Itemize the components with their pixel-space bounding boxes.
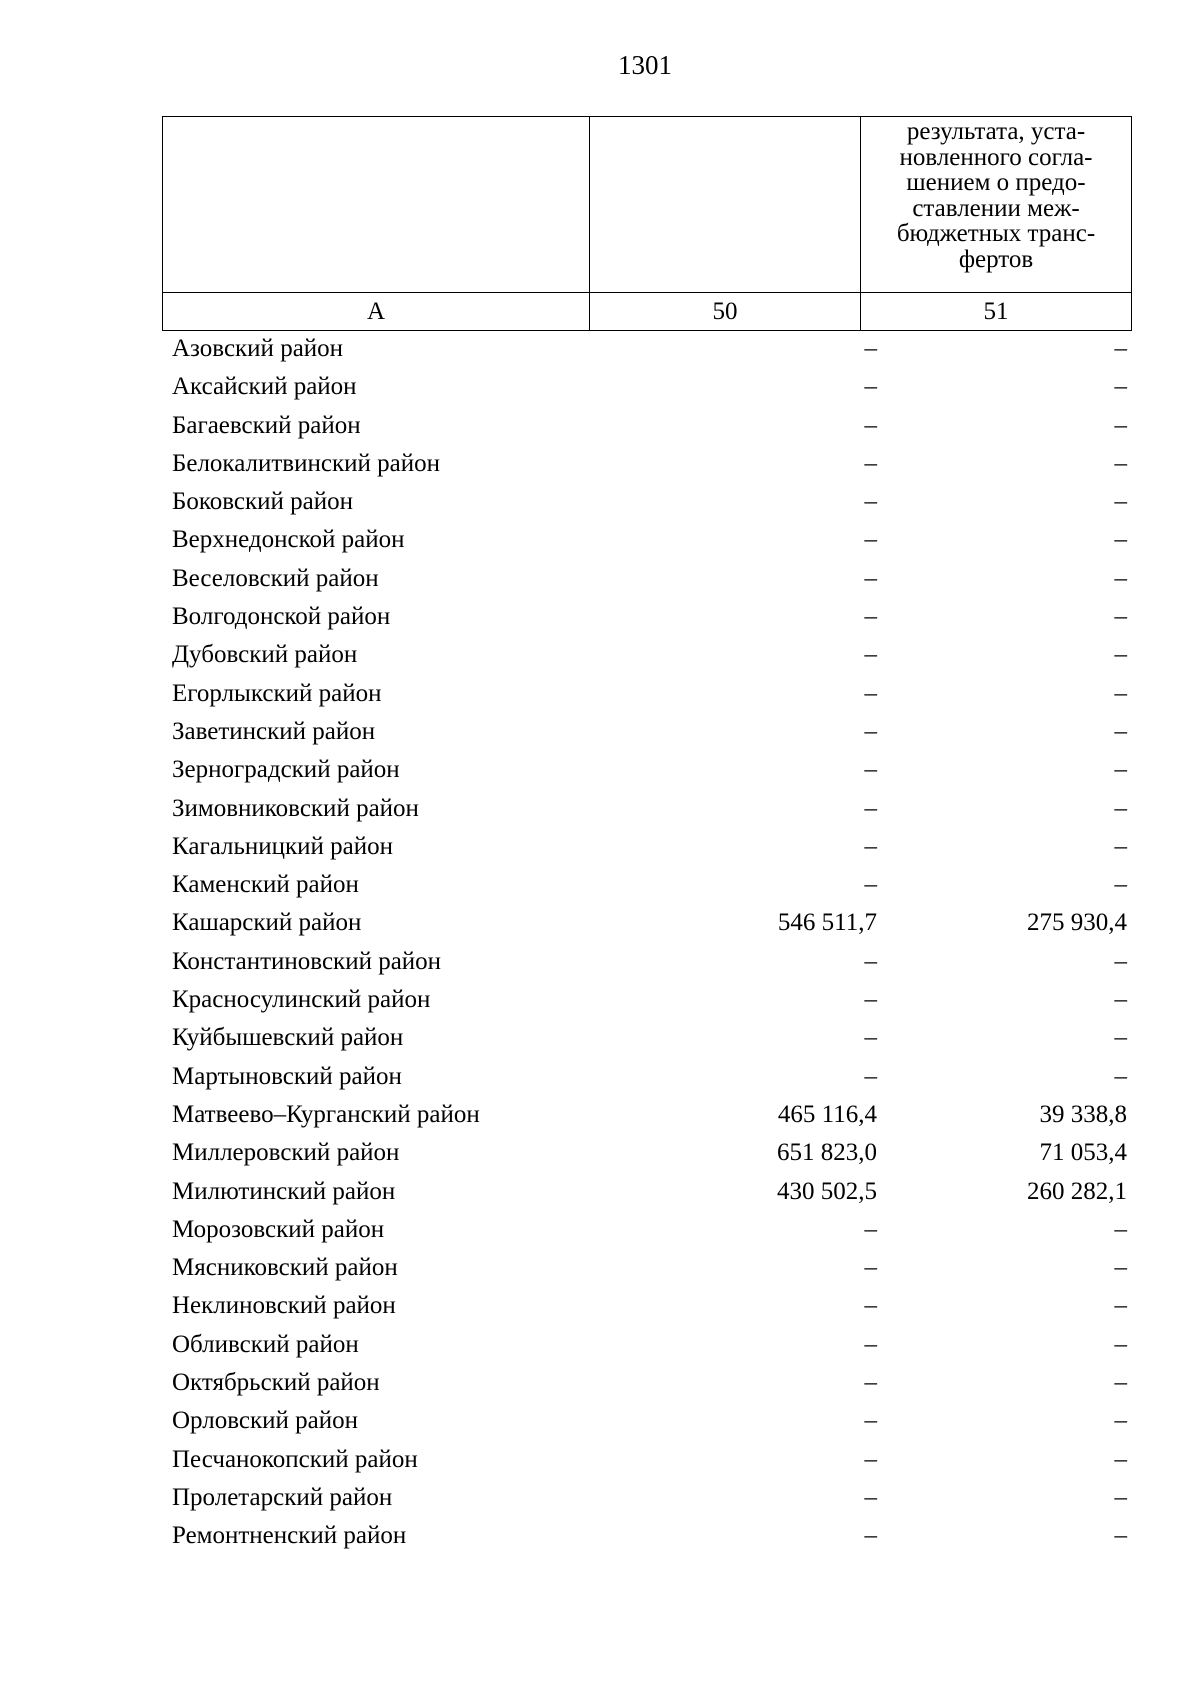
table-row [162,754,1131,792]
table-row [162,1137,1131,1175]
value-col51: – [1114,717,1127,745]
table-row [162,1520,1131,1558]
value-col50: – [864,641,877,669]
header-col51-text: результата, уста- новленного согла- шением о предо- ставлении меж- бюджетных транс- фертов [896,118,1096,273]
value-col50: – [864,679,877,707]
region-name: Белокалитвинский район [172,449,440,477]
value-col51: 275 930,4 [1027,909,1127,937]
table-row [162,1252,1131,1290]
value-col51: – [1114,1062,1127,1090]
region-name: Морозовский район [172,1215,385,1243]
value-col51: 39 338,8 [1039,1100,1127,1128]
region-name: Зимовниковский район [172,794,419,822]
value-col51: – [1114,986,1127,1014]
value-col51: – [1114,1445,1127,1473]
value-col51: – [1114,1330,1127,1358]
table-row [162,1176,1131,1214]
region-name: Милютинский район [172,1177,396,1205]
table-row [162,1482,1131,1520]
value-col50: – [864,1522,877,1550]
table-row [162,563,1131,601]
table-row [162,1405,1131,1443]
table-row [162,1329,1131,1367]
value-col50: – [864,1483,877,1511]
region-name: Ремонтненский район [172,1522,407,1550]
value-col50: – [864,1254,877,1282]
value-col51: – [1114,794,1127,822]
table-row [162,1022,1131,1060]
region-name: Волгодонской район [172,603,391,631]
value-col51: 260 282,1 [1027,1177,1127,1205]
region-name: Верхнедонской район [172,526,405,554]
region-name: Каменский район [172,871,359,899]
table-row [162,1290,1131,1328]
value-col50: – [864,1445,877,1473]
value-col50: – [864,1330,877,1358]
header-cell-col50 [590,117,861,293]
region-name: Мартыновский район [172,1062,402,1090]
region-name: Песчанокопский район [172,1445,418,1473]
value-col50: 546 511,7 [777,909,877,937]
table-row [162,333,1131,371]
value-col51: – [1114,449,1127,477]
value-col51: – [1114,1407,1127,1435]
table-row [162,907,1131,945]
value-col50: – [864,1024,877,1052]
value-col51: – [1114,832,1127,860]
value-col51: – [1114,1522,1127,1550]
region-name: Боковский район [172,488,353,516]
value-col51: – [1114,526,1127,554]
value-col50: 430 502,5 [777,1177,877,1205]
region-name: Обливский район [172,1330,359,1358]
region-name: Пролетарский район [172,1483,393,1511]
table-row [162,448,1131,486]
table-row [162,869,1131,907]
value-col50: – [864,756,877,784]
value-col51: 71 053,4 [1039,1139,1127,1167]
value-col51: – [1114,373,1127,401]
value-col50: – [864,488,877,516]
table-row [162,410,1131,448]
table-row [162,1367,1131,1405]
header-cell-region [163,117,590,293]
value-col51: – [1114,947,1127,975]
region-name: Константиновский район [172,947,442,975]
value-col50: – [864,1062,877,1090]
region-name: Куйбышевский район [172,1024,404,1052]
table-row [162,793,1131,831]
table-row [162,716,1131,754]
value-col51: – [1114,488,1127,516]
value-col50: – [864,1407,877,1435]
region-name: Матвеево–Курганский район [172,1100,480,1128]
value-col50: – [864,947,877,975]
table-row [162,1444,1131,1482]
region-name: Мясниковский район [172,1254,398,1282]
value-col50: – [864,1292,877,1320]
region-name: Кагальницкий район [172,832,394,860]
value-col50: – [864,1215,877,1243]
table-row [162,678,1131,716]
table-row [162,1061,1131,1099]
region-name: Кашарский район [172,909,362,937]
page-number: 1301 [618,50,672,80]
value-col51: – [1114,335,1127,362]
table-header [162,116,1132,331]
index-cell-50: 50 [590,293,861,331]
value-col51: – [1114,411,1127,439]
table-row [162,1214,1131,1252]
table-body [162,333,1131,1559]
value-col50: 465 116,4 [777,1100,877,1128]
region-name: Миллеровский район [172,1139,400,1167]
table-row [162,1099,1131,1137]
header-row [163,117,1132,293]
region-name: Азовский район [172,335,344,362]
value-col51: – [1114,1215,1127,1243]
value-col50: 651 823,0 [777,1139,877,1167]
value-col51: – [1114,1483,1127,1511]
value-col50: – [864,1369,877,1397]
region-name: Неклиновский район [172,1292,396,1320]
index-row [163,293,1132,331]
value-col50: – [864,871,877,899]
value-col51: – [1114,679,1127,707]
index-cell-a: А [163,293,590,331]
value-col51: – [1114,1254,1127,1282]
value-col50: – [864,832,877,860]
table-row [162,601,1131,639]
region-name: Заветинский район [172,717,376,745]
table-row [162,831,1131,869]
value-col50: – [864,603,877,631]
value-col50: – [864,335,877,362]
value-col51: – [1114,1292,1127,1320]
table-row [162,946,1131,984]
value-col50: – [864,794,877,822]
table-row [162,524,1131,562]
value-col51: – [1114,641,1127,669]
region-name: Веселовский район [172,564,379,592]
value-col51: – [1114,871,1127,899]
table-row [162,639,1131,677]
index-cell-51: 51 [861,293,1132,331]
table-row [162,984,1131,1022]
value-col50: – [864,717,877,745]
region-name: Зерноградский район [172,756,400,784]
value-col51: – [1114,1369,1127,1397]
region-name: Багаевский район [172,411,361,439]
value-col51: – [1114,756,1127,784]
value-col51: – [1114,1024,1127,1052]
value-col50: – [864,411,877,439]
value-col50: – [864,373,877,401]
region-name: Октябрьский район [172,1369,380,1397]
value-col50: – [864,986,877,1014]
region-name: Дубовский район [172,641,358,669]
value-col51: – [1114,564,1127,592]
value-col50: – [864,526,877,554]
value-col51: – [1114,603,1127,631]
region-name: Егорлыкский район [172,679,382,707]
header-cell-col51 [861,117,1132,293]
value-col50: – [864,564,877,592]
region-name: Красносулинский район [172,986,431,1014]
region-name: Орловский район [172,1407,358,1435]
value-col50: – [864,449,877,477]
table-row [162,486,1131,524]
table-row [162,371,1131,409]
region-name: Аксайский район [172,373,357,401]
